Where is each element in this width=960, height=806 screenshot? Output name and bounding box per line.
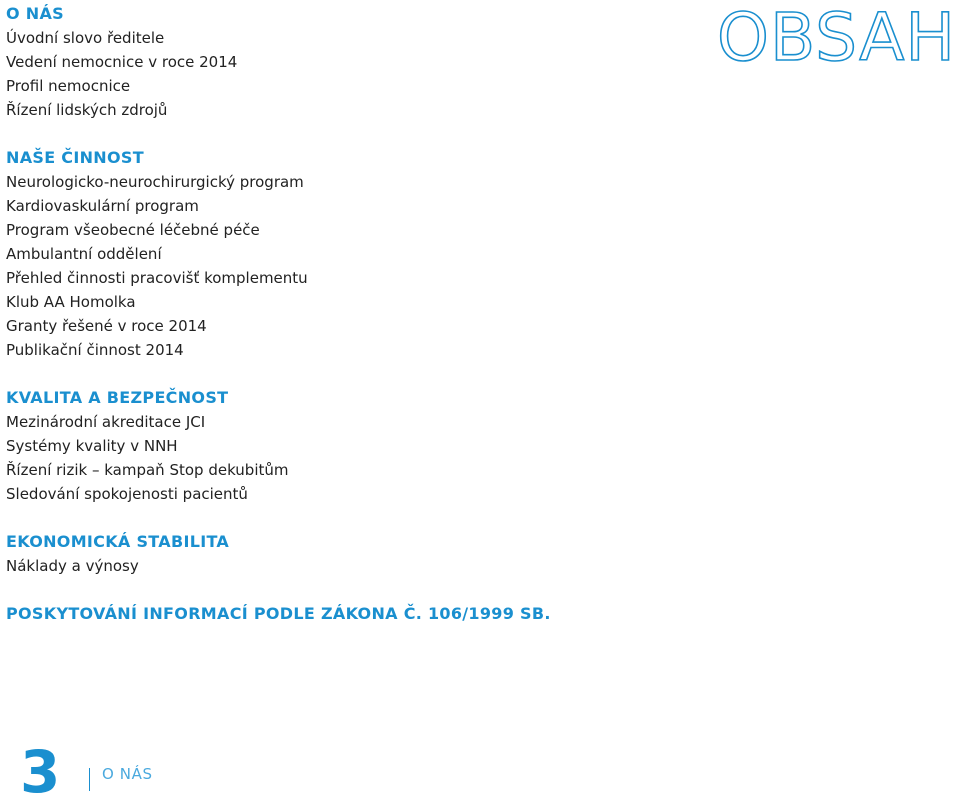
toc-item[interactable]: Granty řešené v roce 2014 bbox=[6, 317, 207, 335]
toc-item[interactable]: Řízení lidských zdrojů bbox=[6, 101, 168, 119]
page-footer bbox=[20, 738, 320, 806]
toc-section-nase-cinnost bbox=[6, 146, 646, 362]
table-of-contents bbox=[6, 2, 646, 626]
toc-section-ekonomicka-stabilita bbox=[6, 530, 646, 578]
section-heading[interactable]: O NÁS bbox=[6, 4, 64, 23]
toc-item[interactable]: Program všeobecné léčebné péče bbox=[6, 221, 260, 239]
toc-item[interactable]: Náklady a výnosy bbox=[6, 557, 139, 575]
toc-item[interactable]: Publikační činnost 2014 bbox=[6, 341, 184, 359]
page-number: 3 bbox=[20, 738, 61, 806]
toc-item[interactable]: Řízení rizik – kampaň Stop dekubitům bbox=[6, 461, 289, 479]
page-title-text: OBSAH bbox=[717, 0, 956, 76]
toc-item[interactable]: Ambulantní oddělení bbox=[6, 245, 162, 263]
toc-item[interactable]: Mezinárodní akreditace JCI bbox=[6, 413, 206, 431]
toc-item[interactable]: Profil nemocnice bbox=[6, 77, 131, 95]
toc-item[interactable]: Systémy kvality v NNH bbox=[6, 437, 178, 455]
toc-item[interactable]: Přehled činnosti pracovišť komplementu bbox=[6, 269, 308, 287]
toc-item[interactable]: Sledování spokojenosti pacientů bbox=[6, 485, 248, 503]
toc-item[interactable]: Úvodní slovo ředitele bbox=[6, 29, 165, 47]
toc-section-poskytovani-informaci bbox=[6, 602, 646, 626]
toc-item[interactable]: Neurologicko-neurochirurgický program bbox=[6, 173, 304, 191]
section-heading[interactable]: POSKYTOVÁNÍ INFORMACÍ PODLE ZÁKONA Č. 106/1999 SB. bbox=[6, 604, 551, 623]
toc-item[interactable]: Klub AA Homolka bbox=[6, 293, 136, 311]
footer-section-name: O NÁS bbox=[102, 765, 153, 783]
section-heading[interactable]: KVALITA A BEZPEČNOST bbox=[6, 388, 229, 407]
section-heading[interactable]: NAŠE ČINNOST bbox=[6, 148, 144, 167]
toc-section-kvalita bbox=[6, 386, 646, 506]
toc-item[interactable]: Vedení nemocnice v roce 2014 bbox=[6, 53, 238, 71]
footer-divider bbox=[89, 768, 90, 791]
toc-section-o-nas bbox=[6, 2, 646, 122]
page-title bbox=[717, 0, 956, 76]
section-heading[interactable]: EKONOMICKÁ STABILITA bbox=[6, 532, 230, 551]
toc-item[interactable]: Kardiovaskulární program bbox=[6, 197, 199, 215]
